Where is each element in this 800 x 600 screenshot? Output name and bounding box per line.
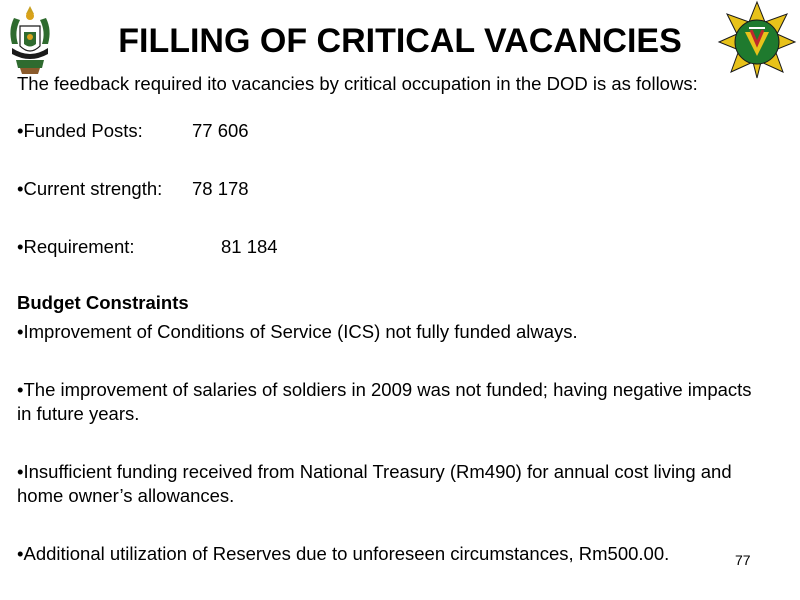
stat-value: 77 606 — [192, 120, 249, 141]
intro-text: The feedback required ito vacancies by critical occupation in the DOD is as follows: — [17, 73, 698, 94]
budget-point: •The improvement of salaries of soldiers in 2009 was not funded; having negative impacts in future years. — [17, 379, 752, 424]
stat-requirement — [17, 236, 278, 258]
budget-point: •Insufficient funding received from National Treasury (Rm490) for annual cost living and home owner’s allowances. — [17, 461, 732, 506]
stat-value: 81 184 — [221, 236, 278, 257]
budget-point: •Additional utilization of Reserves due to unforeseen circumstances, Rm500.00. — [17, 543, 670, 564]
page-number: 77 — [735, 552, 751, 568]
slide-title: FILLING OF CRITICAL VACANCIES — [118, 22, 682, 60]
stat-label: •Funded Posts: — [17, 120, 143, 141]
budget-heading: Budget Constraints — [17, 292, 189, 313]
stat-label: •Requirement: — [17, 236, 135, 257]
stat-funded-posts — [17, 120, 249, 142]
stat-label: •Current strength: — [17, 178, 163, 199]
stat-current-strength — [17, 178, 249, 200]
budget-point: •Improvement of Conditions of Service (ICS) not fully funded always. — [17, 321, 578, 342]
stat-value: 78 178 — [192, 178, 249, 199]
